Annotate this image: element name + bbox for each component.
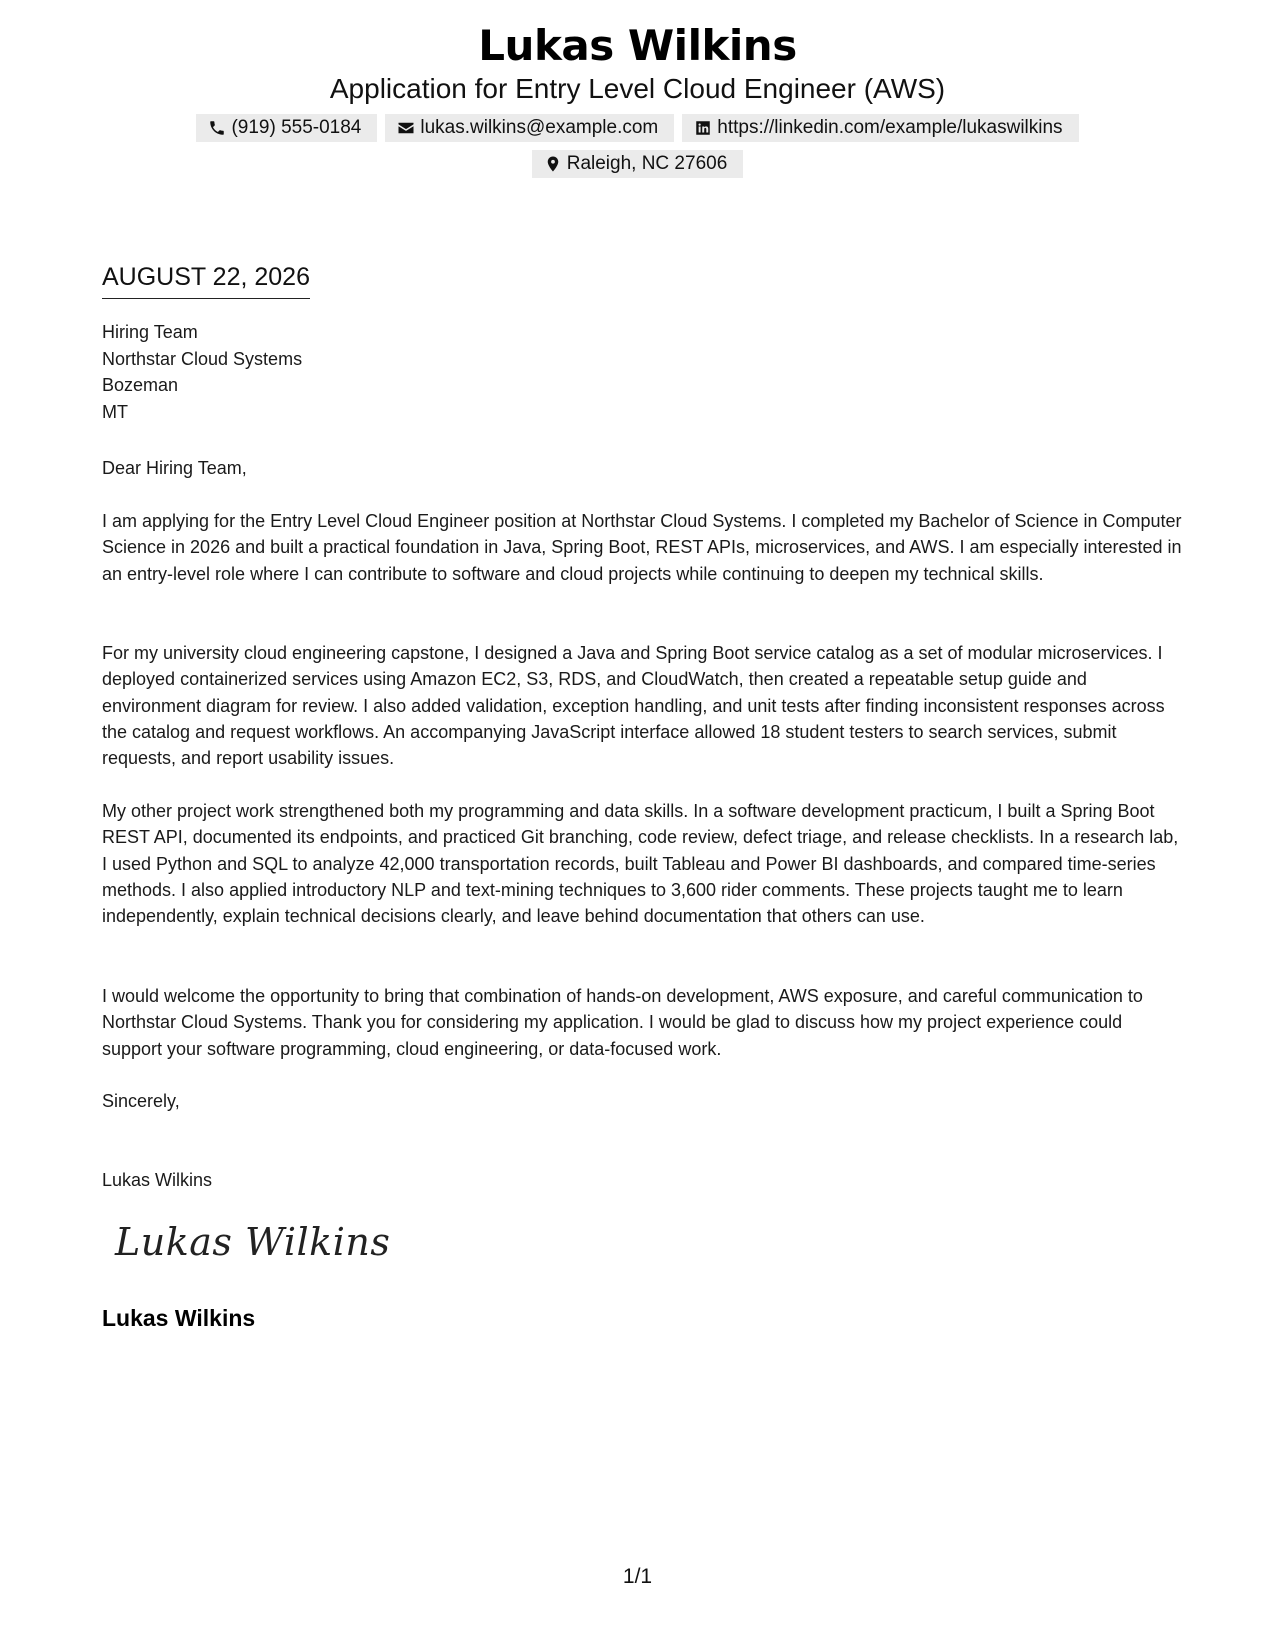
recipient-block [102, 319, 302, 425]
body-paragraph-3: My other project work strengthened both my programming and data skills. In a software development practicum, I built a Spring Boot REST API, documented its endpoints, and practiced Git branching, code review, defect triage, and release checklists. In a research lab, I used Python and SQL to analyze 42,000 transportation records, built Tableau and Power BI dashboards, and compared time-series methods. I also applied introductory NLP and text-mining techniques to 3,600 rider comments. These projects taught me to learn independently, explain technical decisions clearly, and leave behind documentation that others can use. [102, 801, 1179, 927]
letter-date: AUGUST 22, 2026 [102, 262, 310, 299]
page-number: 1/1 [622, 1565, 653, 1588]
phone-text: (919) 555-0184 [231, 117, 362, 138]
closing: Sincerely, [102, 1091, 180, 1111]
linkedin-chip[interactable] [682, 114, 1078, 142]
phone-icon [208, 119, 226, 137]
signature-name: Lukas Wilkins [102, 1305, 256, 1331]
contact-row-2 [0, 150, 1275, 178]
application-subtitle: Application for Entry Level Cloud Engineer (AWS) [329, 73, 946, 104]
typed-name: Lukas Wilkins [102, 1170, 213, 1190]
body-paragraph-4: I would welcome the opportunity to bring that combination of hands-on development, AWS exposure, and careful communication to Northstar Cloud Systems. Thank you for considering my application. I would be glad to discuss how my project experience could support your software programming, cloud engineering, or data-focused work. [102, 986, 1143, 1059]
recipient-city: Bozeman [102, 375, 179, 395]
linkedin-text[interactable]: https://linkedin.com/example/lukaswilkins [717, 117, 1063, 138]
location-chip [532, 150, 744, 178]
body-paragraph-2: For my university cloud engineering capstone, I designed a Java and Spring Boot service catalog as a set of modular microservices. I deployed containerized services using Amazon EC2, S3, RDS, and CloudWatch, then created a repeatable setup guide and environment diagram for review. I also added validation, exception handling, and unit tests after finding inconsistent responses across the catalog and request workflows. An accompanying JavaScript interface allowed 18 student testers to search services, submit requests, and report usability issues. [102, 643, 1165, 769]
applicant-name: Lukas Wilkins [478, 21, 797, 70]
contact-row-1 [0, 114, 1275, 142]
letter-header [0, 20, 1275, 178]
location-text: Raleigh, NC 27606 [566, 153, 728, 174]
body-paragraph-1: I am applying for the Entry Level Cloud Engineer position at Northstar Cloud Systems. I completed my Bachelor of Science in Computer Science in 2026 and built a practical foundation in Java, Spring Boot, REST APIs, microservices, and AWS. I am especially interested in an entry-level role where I can contribute to software and cloud projects while continuing to deepen my technical skills. [102, 511, 1182, 584]
email-text[interactable]: lukas.wilkins@example.com [420, 117, 659, 138]
recipient-state: MT [102, 401, 128, 422]
recipient-company: Northstar Cloud Systems [102, 348, 303, 369]
linkedin-icon [694, 119, 712, 137]
handwritten-signature: Lukas Wilkins [115, 1220, 391, 1264]
email-chip[interactable] [385, 114, 674, 142]
envelope-icon [397, 119, 415, 137]
salutation: Dear Hiring Team, [102, 458, 247, 478]
recipient-line: Hiring Team [102, 322, 198, 342]
phone-chip [196, 114, 377, 142]
map-pin-icon [544, 155, 562, 173]
